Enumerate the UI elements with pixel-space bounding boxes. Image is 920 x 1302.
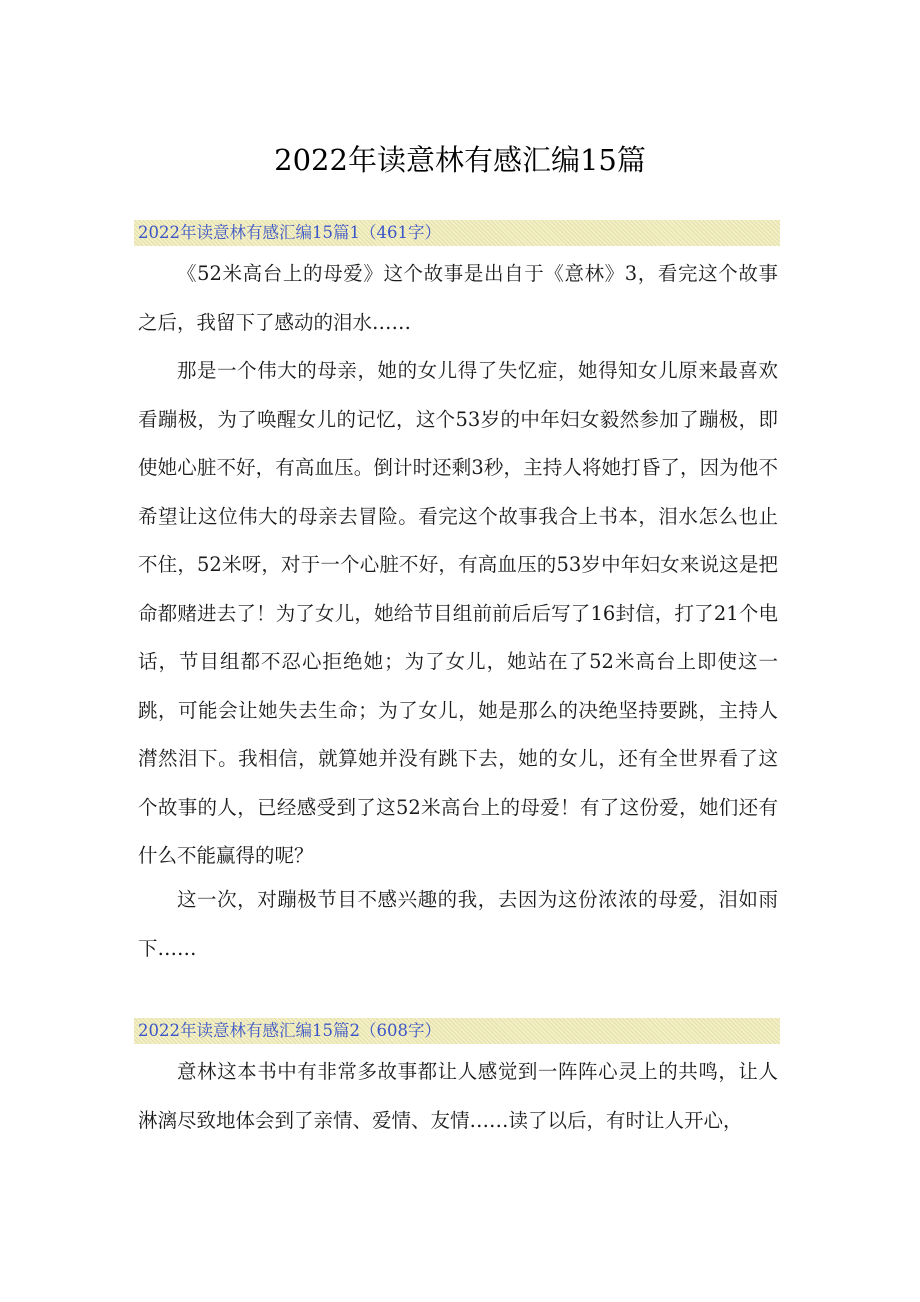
document-title: 2022年读意林有感汇编15篇 <box>274 143 646 177</box>
section-heading-1[interactable]: 2022年读意林有感汇编15篇1（461字） <box>134 220 780 246</box>
section-heading-2[interactable]: 2022年读意林有感汇编15篇2（608字） <box>134 1018 780 1044</box>
paragraph: 那是一个伟大的母亲，她的女儿得了失忆症，她得知女儿原来最喜欢看蹦极，为了唤醒女儿的记忆，这个53岁的中年妇女毅然参加了蹦极，即使她心脏不好，有高血压。倒计时还剩3秒，主持人将她打昏了，因为他不希望让这位伟大的母亲去冒险。看完这个故事我合上书本，泪水怎么也止不住，52米呀，对于一个心脏不好，有高血压的53岁中年妇女来说这是把命都赌进去了！为了女儿，她给节目组前前后后写了16封信，打了21个电话，节目组都不忍心拒绝她；为了女儿，她站在了52米高台上即使这一跳，可能会让她失去生命；为了女儿，她是那么的决绝坚持要跳，主持人潸然泪下。我相信，就算她并没有跳下去，她的女儿，还有全世界看了这个故事的人，已经感受到了这52米高台上的母爱！有了这份爱，她们还有什么不能赢得的呢？ <box>138 359 778 867</box>
paragraph: 意林这本书中有非常多故事都让人感觉到一阵阵心灵上的共鸣，让人淋漓尽致地体会到了亲情、爱情、友情……读了以后，有时让人开心， <box>138 1060 778 1132</box>
paragraph: 《52米高台上的母爱》这个故事是出自于《意林》3，看完这个故事之后，我留下了感动的泪水…… <box>138 262 778 334</box>
paragraph: 这一次，对蹦极节目不感兴趣的我，去因为这份浓浓的母爱，泪如雨下…… <box>138 888 778 960</box>
